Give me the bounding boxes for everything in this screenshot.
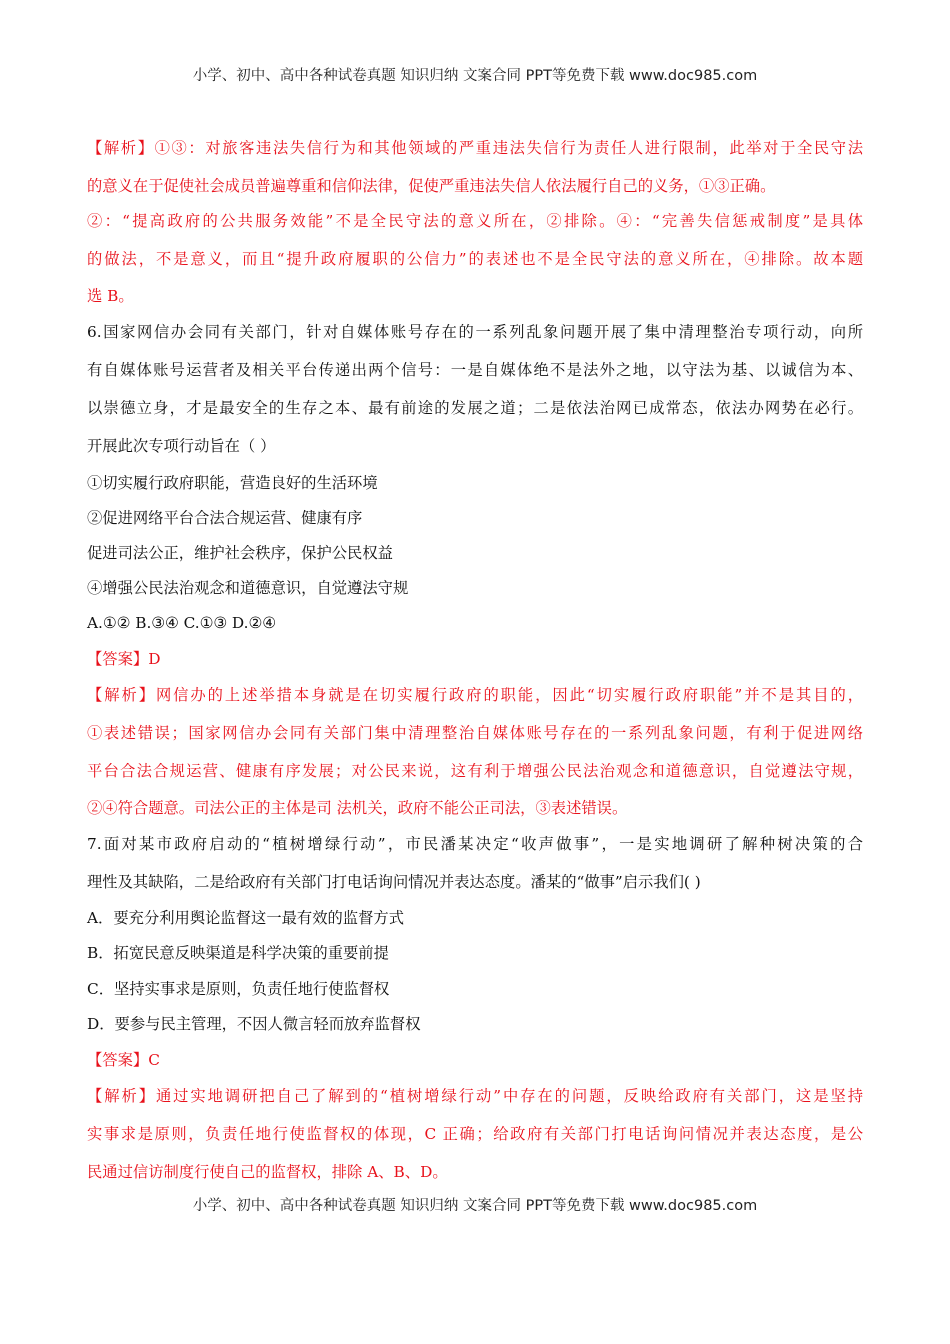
analysis-line: ②：“提高政府的公共服务效能”不是全民守法的意义所在，②排除。④：“完善失信惩戒制度”是具体: [87, 212, 863, 230]
question-6-item: ②促进网络平台合法合规运营、健康有序: [87, 509, 363, 527]
question-6-stem: 以崇德立身，才是最安全的生存之本、最有前途的发展之道；二是依法治网已成常态，依法办网势在必行。: [87, 399, 863, 417]
question-6-item: 促进司法公正，维护社会秩序，保护公民权益: [87, 544, 393, 562]
question-7-stem: 理性及其缺陷，二是给政府有关部门打电话询问情况并表达态度。潘某的“做事”启示我们( ): [87, 873, 701, 891]
analysis-line: 【解析】通过实地调研把自己了解到的“植树增绿行动”中存在的问题，反映给政府有关部门，这是坚持: [87, 1087, 863, 1105]
page-header: 小学、初中、高中各种试卷真题 知识归纳 文案合同 PPT等免费下载 www.doc985.com: [192, 68, 758, 84]
question-7-answer: 【答案】C: [87, 1051, 160, 1069]
question-7-stem: 7.面对某市政府启动的“植树增绿行动”，市民潘某决定“收声做事”，一是实地调研了解种树决策的合: [87, 835, 863, 853]
analysis-line: 民通过信访制度行使自己的监督权，排除 A、B、D。: [87, 1163, 448, 1181]
analysis-line: 【解析】①③：对旅客违法失信行为和其他领域的严重违法失信行为责任人进行限制，此举对于全民守法: [87, 139, 863, 157]
analysis-line: 平台合法合规运营、健康有序发展；对公民来说，这有利于增强公民法治观念和道德意识，自觉遵法守规，: [87, 762, 863, 780]
analysis-line: ①表述错误；国家网信办会同有关部门集中清理整治自媒体账号存在的一系列乱象问题，有利于促进网络: [87, 724, 863, 742]
question-6-stem: 有自媒体账号运营者及相关平台传递出两个信号：一是自媒体绝不是法外之地，以守法为基、以诚信为本、: [87, 361, 863, 379]
question-6-options: A.①② B.③④ C.①③ D.②④: [87, 614, 276, 632]
analysis-line: 【解析】网信办的上述举措本身就是在切实履行政府的职能，因此“切实履行政府职能”并不是其目的，: [87, 686, 863, 704]
question-7-option-c: C．坚持实事求是原则，负责任地行使监督权: [87, 980, 390, 998]
question-6-stem: 开展此次专项行动旨在（ ）: [87, 437, 276, 455]
analysis-line: 选 B。: [87, 287, 134, 305]
question-7-option-a: A．要充分利用舆论监督这一最有效的监督方式: [87, 909, 404, 927]
question-6-item: ①切实履行政府职能，营造良好的生活环境: [87, 474, 378, 492]
question-6-stem: 6.国家网信办会同有关部门，针对自媒体账号存在的一系列乱象问题开展了集中清理整治专项行动，向所: [87, 323, 863, 341]
question-6-answer: 【答案】D: [87, 650, 161, 668]
question-7-option-d: D．要参与民主管理，不因人微言轻而放弃监督权: [87, 1015, 421, 1033]
question-6-item: ④增强公民法治观念和道德意识，自觉遵法守规: [87, 579, 409, 597]
analysis-line: 实事求是原则，负责任地行使监督权的体现，C 正确；给政府有关部门打电话询问情况并表达态度，是公: [87, 1125, 863, 1143]
question-7-option-b: B．拓宽民意反映渠道是科学决策的重要前提: [87, 944, 389, 962]
analysis-line: 的意义在于促使社会成员普遍尊重和信仰法律，促使严重违法失信人依法履行自己的义务，①③正确。: [87, 177, 776, 195]
analysis-line: ②④符合题意。司法公正的主体是司 法机关，政府不能公正司法，③表述错误。: [87, 799, 628, 817]
page-footer: 小学、初中、高中各种试卷真题 知识归纳 文案合同 PPT等免费下载 www.doc985.com: [192, 1198, 758, 1214]
analysis-line: 的做法，不是意义，而且“提升政府履职的公信力”的表述也不是全民守法的意义所在，④排除。故本题: [87, 250, 863, 268]
